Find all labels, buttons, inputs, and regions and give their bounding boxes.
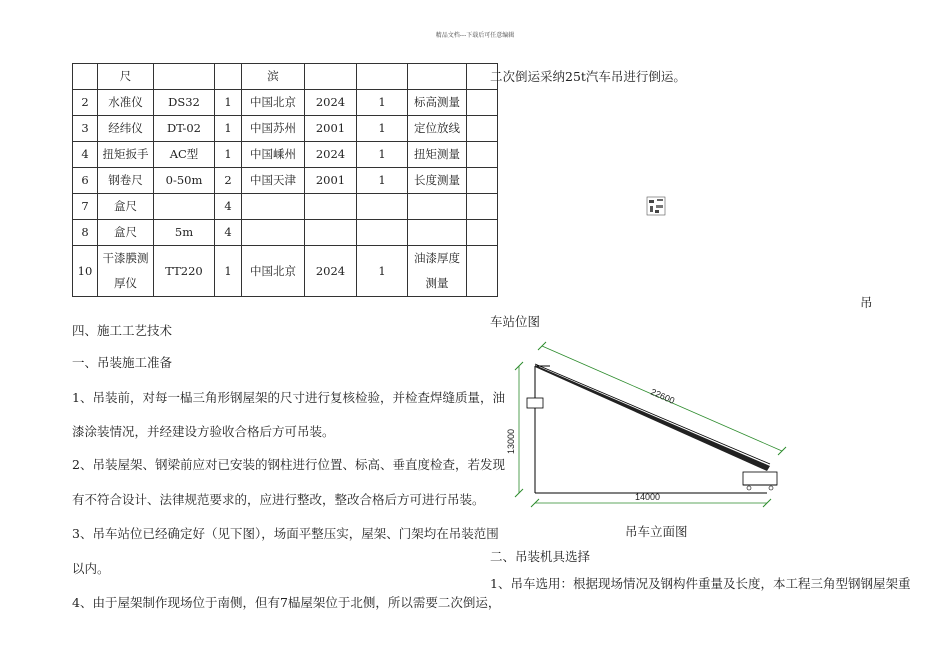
table-cell: 扭矩测量 — [408, 142, 467, 168]
table-row — [73, 220, 498, 246]
table-cell: 4 — [215, 220, 242, 246]
table-cell: AC型 — [154, 142, 215, 168]
paragraph-1-line-1: 1、吊装前，对每一榀三角形钢屋架的尺寸进行复核检验，并检查焊缝质量，油 — [72, 390, 505, 405]
table-cell: 2 — [73, 90, 98, 116]
crane-elevation-diagram — [505, 338, 790, 513]
table-cell: 盒尺 — [98, 220, 154, 246]
table-cell: 标高测量 — [408, 90, 467, 116]
table-cell: 1 — [215, 142, 242, 168]
table-cell — [408, 220, 467, 246]
table-cell: 1 — [357, 90, 408, 116]
right-paragraph-line: 二次倒运采纳25t汽车吊进行倒运。 — [490, 69, 686, 84]
table-cell: 钢卷尺 — [98, 168, 154, 194]
table-row — [73, 64, 498, 90]
table-cell: DT-02 — [154, 116, 215, 142]
table-row — [73, 142, 498, 168]
table-cell: 1 — [215, 116, 242, 142]
table-row — [73, 194, 498, 220]
table-cell: 2 — [215, 168, 242, 194]
table-cell — [154, 64, 215, 90]
table-cell — [305, 220, 357, 246]
paragraph-2-line-1: 2、吊装屋架、钢梁前应对已安装的钢柱进行位置、标高、垂直度检查，若发现 — [72, 457, 505, 472]
table-cell: 中国苏州 — [242, 116, 305, 142]
table-cell: 1 — [215, 246, 242, 297]
table-cell — [305, 194, 357, 220]
table-row — [73, 90, 498, 116]
subsection-heading-2: 二、吊装机具选择 — [490, 549, 591, 564]
figure-caption-part-a: 吊 — [860, 295, 873, 310]
table-cell: 3 — [73, 116, 98, 142]
table-row — [73, 246, 498, 297]
table-cell — [467, 246, 498, 297]
table-cell: 油漆厚度测量 — [408, 246, 467, 297]
table-cell: 1 — [215, 90, 242, 116]
subsection-heading-1: 一、吊装施工准备 — [72, 355, 173, 370]
table-cell — [215, 64, 242, 90]
site-layout-thumbnail — [646, 196, 666, 216]
table-cell: 2024 — [305, 90, 357, 116]
table-cell: 6 — [73, 168, 98, 194]
table-cell: 2024 — [305, 142, 357, 168]
crane-body — [743, 472, 777, 485]
table-cell: 2001 — [305, 116, 357, 142]
table-cell: 1 — [357, 116, 408, 142]
table-cell: 1 — [357, 142, 408, 168]
paragraph-1-line-2: 漆涂装情况，并经建设方验收合格后方可吊装。 — [72, 424, 335, 439]
table-cell: 干漆膜测厚仪 — [98, 246, 154, 297]
table-cell: 2024 — [305, 246, 357, 297]
table-row — [73, 168, 498, 194]
table-cell — [467, 220, 498, 246]
paragraph-5-line-1: 1、吊车选用：根据现场情况及钢构件重量及长度，本工程三角型钢钢屋架重 — [490, 576, 911, 591]
table-cell: 盒尺 — [98, 194, 154, 220]
table-cell: 扭矩扳手 — [98, 142, 154, 168]
table-cell — [408, 64, 467, 90]
figure-caption-elevation: 吊车立面图 — [625, 524, 688, 539]
table-cell: 10 — [73, 246, 98, 297]
page-header: 精品文档---下载后可任意编辑 — [435, 32, 515, 39]
paragraph-3-line-1: 3、吊车站位已经确定好（见下图），场面平整压实，屋架、门架均在吊装范围 — [72, 526, 499, 541]
table-cell: DS32 — [154, 90, 215, 116]
table-cell: 4 — [215, 194, 242, 220]
table-cell — [467, 90, 498, 116]
table-cell: 5m — [154, 220, 215, 246]
table-cell — [467, 142, 498, 168]
table-cell: 7 — [73, 194, 98, 220]
table-cell: 中国嵊州 — [242, 142, 305, 168]
table-cell: 2001 — [305, 168, 357, 194]
table-cell — [154, 194, 215, 220]
base-label: 14000 — [635, 492, 661, 502]
table-cell: TT220 — [154, 246, 215, 297]
table-cell: 中国北京 — [242, 246, 305, 297]
boom-length-label: 22600 — [649, 386, 677, 406]
table-cell: 1 — [357, 168, 408, 194]
table-cell — [408, 194, 467, 220]
hook-block — [527, 398, 543, 408]
table-cell: 尺 — [98, 64, 154, 90]
crane-boom — [535, 365, 770, 471]
table-cell — [242, 220, 305, 246]
paragraph-2-line-2: 有不符合设计、法律规范要求的，应进行整改，整改合格后方可进行吊装。 — [72, 492, 485, 507]
table-cell: 长度测量 — [408, 168, 467, 194]
equipment-table — [72, 63, 498, 297]
table-cell: 定位放线 — [408, 116, 467, 142]
table-cell — [305, 64, 357, 90]
table-cell: 8 — [73, 220, 98, 246]
table-cell: 中国北京 — [242, 90, 305, 116]
height-label: 13000 — [506, 428, 516, 454]
table-cell — [357, 220, 408, 246]
paragraph-4-line-1: 4、由于屋架制作现场位于南侧，但有7榀屋架位于北侧，所以需要二次倒运， — [72, 595, 501, 610]
table-cell — [467, 194, 498, 220]
table-cell: 4 — [73, 142, 98, 168]
table-cell: 1 — [357, 246, 408, 297]
figure-caption-part-b: 车站位图 — [490, 314, 541, 329]
table-cell — [242, 194, 305, 220]
table-cell: 中国天津 — [242, 168, 305, 194]
table-row — [73, 116, 498, 142]
table-cell — [467, 116, 498, 142]
table-cell — [467, 168, 498, 194]
section-heading: 四、施工工艺技术 — [72, 323, 173, 338]
table-cell — [73, 64, 98, 90]
table-cell: 0-50m — [154, 168, 215, 194]
table-cell — [357, 194, 408, 220]
table-cell: 经纬仪 — [98, 116, 154, 142]
table-cell: 滨 — [242, 64, 305, 90]
table-cell — [357, 64, 408, 90]
paragraph-3-line-2: 以内。 — [72, 561, 110, 576]
table-cell: 水准仪 — [98, 90, 154, 116]
